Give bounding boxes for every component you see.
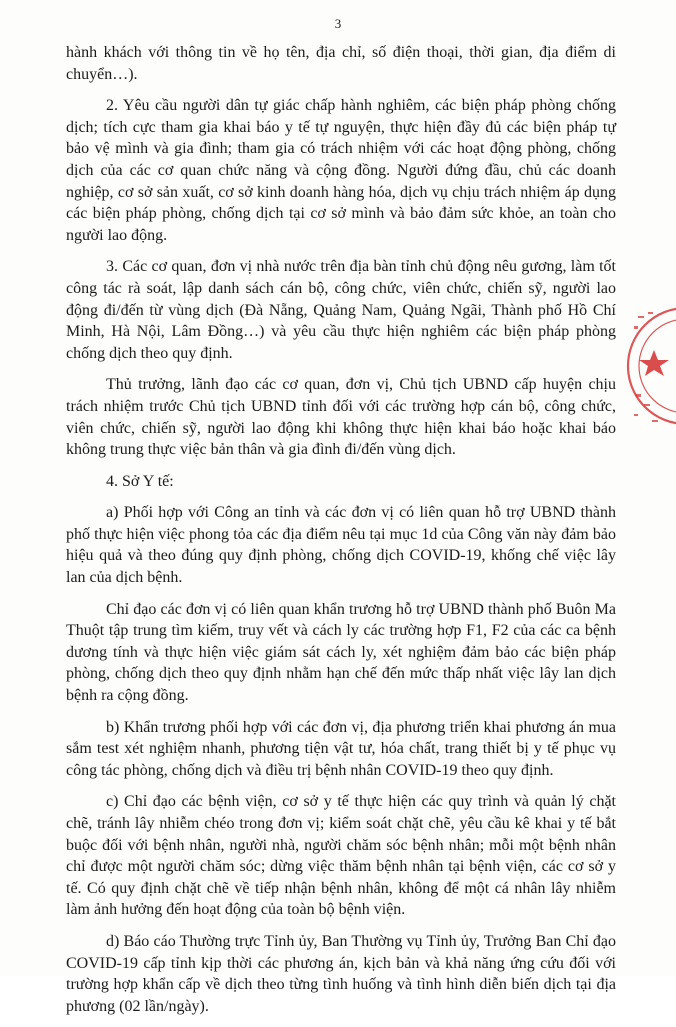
red-seal-stamp xyxy=(624,296,676,436)
page-number: 3 xyxy=(334,16,342,31)
paragraph-item-2: 2. Yêu cầu người dân tự giác chấp hành nghiêm, các biện pháp phòng chống dịch; tích cực tham gia khai báo y tế tự nguyện, thực hiện đầy đủ các biện pháp tự bảo vệ mình và gia đình; tham gia có trách nhiệm với các hoạt động phòng, chống dịch của các cơ quan chức năng và cộng đồng. Người đứng đầu, chủ các doanh nghiệp, cơ sở sản xuất, cơ sở kinh doanh hàng hóa, dịch vụ chịu trách nhiệm áp dụng các biện pháp phòng, chống dịch tại cơ sở mình và bảo đảm sức khỏe, an toàn cho người lao động. xyxy=(66,97,616,244)
paragraph-item-4a: a) Phối hợp với Công an tỉnh và các đơn vị có liên quan hỗ trợ UBND thành phố thực hiện việc phong tỏa các địa điểm nêu tại mục 1d của Công văn này đảm bảo hiệu quả và theo đúng quy định phòng, chống dịch COVID-19, khống chế việc lây lan của dịch bệnh. xyxy=(66,504,616,587)
paragraph-item-4d: d) Báo cáo Thường trực Tỉnh ủy, Ban Thường vụ Tỉnh ủy, Trưởng Ban Chỉ đạo COVID-19 cấp tỉnh kịp thời các phương án, kịch bản và khả năng ứng cứu đối với trường hợp khẩn cấp về dịch theo từng tình huống và tình hình diễn biến dịch tại địa phương (02 lần/ngày). xyxy=(66,932,616,1015)
paragraph-continuation: hành khách với thông tin về họ tên, địa chỉ, số điện thoại, thời gian, địa điểm di chuyển…). xyxy=(66,44,616,83)
paragraph-item-4b: b) Khẩn trương phối hợp với các đơn vị, địa phương triển khai phương án mua sắm test xét nghiệm nhanh, phương tiện vật tư, hóa chất, trang thiết bị y tế phục vụ công tác phòng, chống dịch và điều trị bệnh nhân COVID-19 theo quy định. xyxy=(66,718,616,779)
paragraph-item-3: 3. Các cơ quan, đơn vị nhà nước trên địa bàn tỉnh chủ động nêu gương, làm tốt công tác rà soát, lập danh sách cán bộ, công chức, viên chức, chiến sỹ, người lao động đi/đến từ vùng dịch (Đà Nẵng, Quảng Nam, Quảng Ngãi, Thành phố Hồ Chí Minh, Hà Nội, Lâm Đồng…) và yêu cầu thực hiện nghiêm các biện pháp phòng chống dịch theo quy định. xyxy=(66,258,616,362)
document-body xyxy=(66,42,616,1027)
paragraph-item-4-heading: 4. Sở Y tế: xyxy=(106,472,174,490)
paragraph-item-4a-direction: Chỉ đạo các đơn vị có liên quan khẩn trương hỗ trợ UBND thành phố Buôn Ma Thuột tập trung tìm kiếm, truy vết và cách ly các trường hợp F1, F2 của các ca bệnh dương tính và thực hiện việc giám sát cách ly, xét nghiệm đảm bảo các biện pháp phòng, chống dịch theo quy định nhằm hạn chế đến mức thấp nhất việc lây lan dịch bệnh ra cộng đồng. xyxy=(66,600,616,705)
paragraph-item-4c: c) Chỉ đạo các bệnh viện, cơ sở y tế thực hiện các quy trình và quản lý chặt chẽ, tránh lây nhiễm chéo trong đơn vị; kiểm soát chặt chẽ, yêu cầu kê khai y tế bắt buộc đối với bệnh nhân, người nhà, người chăm sóc bệnh nhân; mỗi một bệnh nhân chỉ được một người chăm sóc; dừng việc thăm bệnh nhân tại bệnh viện, các cơ sở y tế. Có quy định chặt chẽ về tiếp nhận bệnh nhân, không để một cá nhân lây nhiễm làm ảnh hưởng đến hoạt động của toàn bộ bệnh viện. xyxy=(66,793,616,919)
paragraph-responsibility: Thủ trưởng, lãnh đạo các cơ quan, đơn vị, Chủ tịch UBND cấp huyện chịu trách nhiệm trước Chủ tịch UBND tỉnh đối với các trường hợp cán bộ, công chức, viên chức, chiến sỹ, người lao động khi không thực hiện khai báo hoặc khai báo không trung thực việc bản thân và gia đình đi/đến vùng dịch. xyxy=(66,376,616,459)
